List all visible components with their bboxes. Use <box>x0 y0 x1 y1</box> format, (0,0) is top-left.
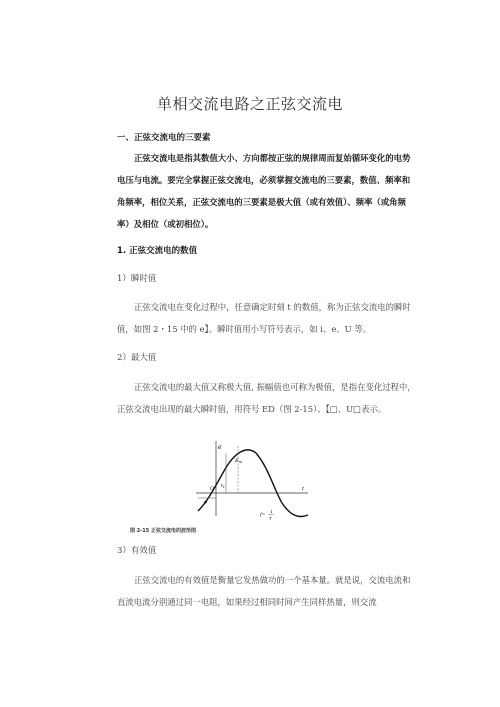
paragraph-effective: 正弦交流电的有效值是衡量它发热做功的一个基本量。就是说，交流电流和直流电流分别通过同一电阻，如果经过相同时间产生同样热量，则交流 <box>117 575 411 607</box>
label-formula: f= <box>260 513 266 518</box>
item-label-effective: 3）有效值 <box>117 546 157 556</box>
label-formula-numerator: 1 <box>270 509 273 514</box>
label-t1: $t_1$ <box>221 484 225 489</box>
intro-paragraph: 正弦交流电是指其数值大小、方向都按正弦的规律周而复始循环变化的电势电压与电流。要完全掌握正弦交流电，必须掌握交流电的三要素，数值、频率和角频率，相位关系，正弦交流电的三要素是极大值（或有效值）、频率（或角频率）及相位（或初相位）。 <box>117 153 411 229</box>
page-title: 单相交流电路之正弦交流电 <box>156 95 343 113</box>
sine-curve <box>198 450 308 517</box>
sine-waveform-figure <box>190 441 320 531</box>
label-formula-denominator: T <box>269 515 272 521</box>
item-label-maximum: 2）最大值 <box>117 353 157 363</box>
subsection-heading: 1. 正弦交流电的数值 <box>117 246 198 256</box>
paragraph-instantaneous: 正弦交流电在变化过程中，任意确定时刻 t 的数值，称为正弦交流电的瞬时值，如图 2・15 中的 e】。瞬时值用小写符号表示，如 i、e、U 等。 <box>117 302 411 334</box>
label-origin: O <box>210 486 215 492</box>
label-em: $E_m$ <box>235 458 242 464</box>
label-time-axis: t <box>302 486 305 492</box>
item-label-instantaneous: 1）瞬时值 <box>117 274 157 284</box>
label-phi: φ <box>204 500 208 505</box>
section-heading: 一、正弦交流电的三要素 <box>117 133 211 143</box>
label-e: e <box>218 444 222 451</box>
paragraph-maximum: 正弦交流电的最大值又称极大值, 振幅值也可称为极值，是指在变化过程中，正弦交流电出现的最大瞬时值，用符号 ED（图 2-15）、【□、U□表示。 <box>117 382 416 414</box>
figure-caption: 图 2-15 正弦交流电的波形图 <box>130 528 196 534</box>
